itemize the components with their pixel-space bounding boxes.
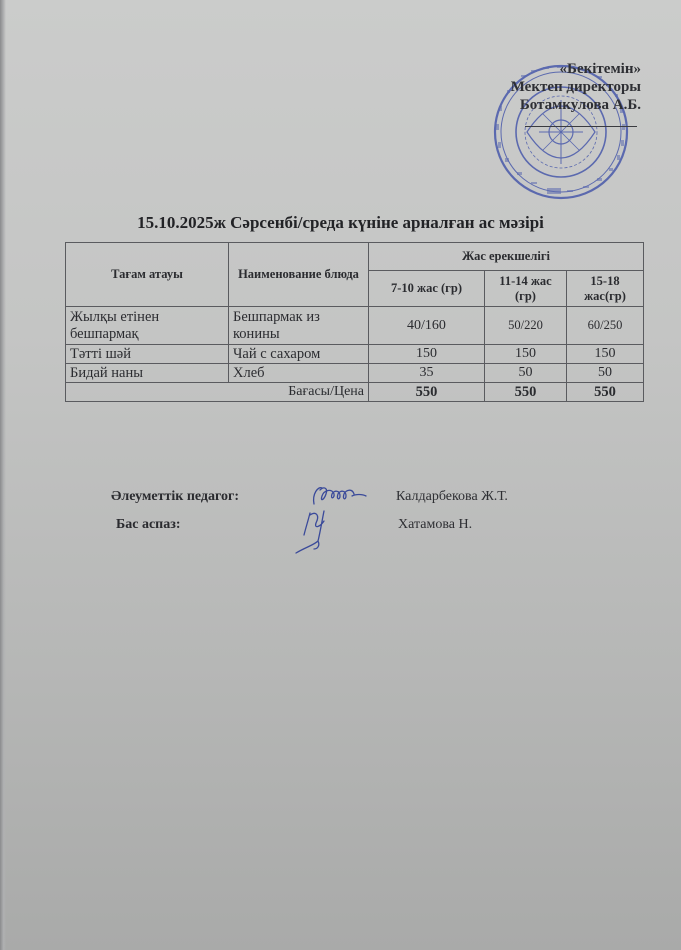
- header-age-15-18: 15-18 жас(гр): [567, 271, 644, 307]
- price-row: [66, 383, 644, 402]
- portion-15-18: 150: [567, 345, 644, 364]
- dish-name-ru: Хлеб: [229, 364, 369, 383]
- document-title: 15.10.2025ж Сәрсенбі/среда күніне арналған ас мәзірі: [137, 213, 544, 232]
- price-label: Бағасы/Цена: [66, 383, 369, 402]
- portion-15-18: 60/250: [567, 307, 644, 345]
- dish-name-ru: Бешпармак из конины: [229, 307, 369, 345]
- approval-signature-line: [525, 126, 637, 127]
- menu-table: [65, 242, 644, 402]
- price-11-14: 550: [485, 383, 567, 402]
- table-row: [66, 364, 644, 383]
- approval-block: [511, 60, 641, 114]
- portion-11-14: 50/220: [485, 307, 567, 345]
- header-age-group: Жас ерекшелігі: [369, 243, 644, 271]
- approval-heading: «Бекітемін»: [559, 61, 641, 77]
- price-15-18: 550: [567, 383, 644, 402]
- portion-11-14: 150: [485, 345, 567, 364]
- table-row: [66, 345, 644, 364]
- head-cook-signature-icon: [290, 505, 340, 557]
- dish-name-kz: Жылқы етінен бешпармақ: [66, 307, 229, 345]
- price-7-10: 550: [369, 383, 485, 402]
- dish-name-kz: Тәтті шәй: [66, 345, 229, 364]
- table-header-row: [66, 243, 644, 271]
- head-cook-name: Хатамова Н.: [398, 517, 473, 532]
- portion-11-14: 50: [485, 364, 567, 383]
- approval-director-name: Ботамкулова А.Б.: [519, 97, 641, 113]
- portion-7-10: 35: [369, 364, 485, 383]
- table-row: [66, 307, 644, 345]
- header-dish-name-kz: Тағам атауы: [66, 243, 229, 307]
- social-pedagogue-label: Әлеуметтік педагог:: [111, 489, 240, 504]
- dish-name-ru: Чай с сахаром: [229, 345, 369, 364]
- approval-position: Мектеп директоры: [510, 79, 641, 95]
- dish-name-kz: Бидай наны: [66, 364, 229, 383]
- portion-7-10: 150: [369, 345, 485, 364]
- portion-15-18: 50: [567, 364, 644, 383]
- header-age-11-14: 11-14 жас (гр): [485, 271, 567, 307]
- social-pedagogue-name: Калдарбекова Ж.Т.: [396, 489, 508, 504]
- portion-7-10: 40/160: [369, 307, 485, 345]
- header-dish-name-ru: Наименование блюда: [229, 243, 369, 307]
- head-cook-label: Бас аспаз:: [116, 517, 181, 532]
- page-edge-shadow: [0, 0, 6, 950]
- header-age-7-10: 7-10 жас (гр): [369, 271, 485, 307]
